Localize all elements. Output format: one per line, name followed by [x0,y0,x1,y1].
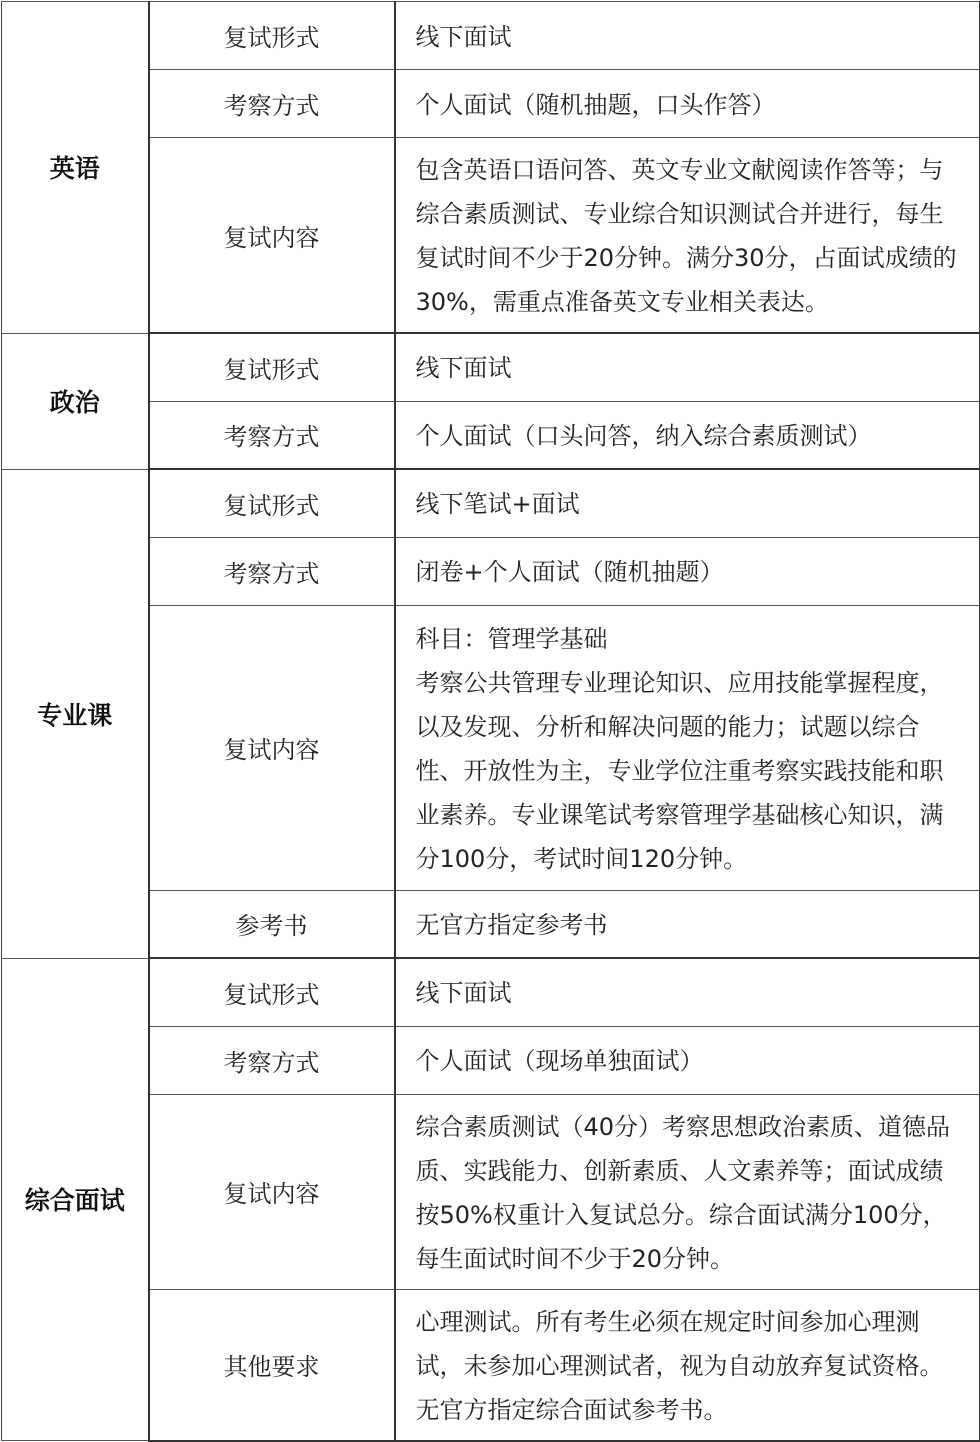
content-paragraph: 考察公共管理专业理论知识、应用技能掌握程度，以及发现、分析和解决问题的能力；试题以综合性、开放性为主，专业学位注重考察实践技能和职业素养。专业课笔试考察管理学基础核心知识，满分100分，考试时间120分钟。 [415,668,944,873]
item-content: 线下笔试+面试 [395,469,980,537]
category-cell-english: 英语 [2,2,149,334]
table-row [2,537,980,605]
table-row [2,605,980,890]
item-label: 考察方式 [149,1026,395,1094]
table-row [2,70,980,138]
item-content: 线下面试 [395,2,980,70]
item-content: 线下面试 [395,958,980,1026]
item-content: 个人面试（现场单独面试） [395,1026,980,1094]
item-label: 复试形式 [149,2,395,70]
item-label: 复试内容 [149,605,395,890]
table-row [2,1289,980,1441]
retest-requirements-table [1,1,980,1442]
table-row [2,138,980,334]
category-cell-politics: 政治 [2,333,149,469]
item-label: 复试内容 [149,1094,395,1289]
category-cell-interview: 综合面试 [2,958,149,1441]
item-label: 考察方式 [149,70,395,138]
table-row [2,333,980,401]
table-row [2,890,980,958]
item-label: 考察方式 [149,537,395,605]
table-row [2,1026,980,1094]
item-content: 个人面试（口头问答，纳入综合素质测试） [395,401,980,469]
item-label: 参考书 [149,890,395,958]
item-label: 复试形式 [149,958,395,1026]
item-content [395,605,980,890]
item-label: 复试形式 [149,333,395,401]
item-content: 包含英语口语问答、英文专业文献阅读作答等；与综合素质测试、专业综合知识测试合并进行，每生复试时间不少于20分钟。满分30分，占面试成绩的30%，需重点准备英文专业相关表达。 [395,138,980,334]
item-label: 考察方式 [149,401,395,469]
table-row [2,1094,980,1289]
table-row [2,2,980,70]
table-row [2,401,980,469]
subject-line: 科目：管理学基础 [415,624,608,653]
item-content: 线下面试 [395,333,980,401]
category-cell-major: 专业课 [2,469,149,958]
table-row [2,469,980,537]
item-content: 无官方指定参考书 [395,890,980,958]
item-label: 其他要求 [149,1289,395,1441]
item-content: 个人面试（随机抽题，口头作答） [395,70,980,138]
item-content: 闭卷+个人面试（随机抽题） [395,537,980,605]
table-row [2,958,980,1026]
item-content: 综合素质测试（40分）考察思想政治素质、道德品质、实践能力、创新素质、人文素养等；面试成绩按50%权重计入复试总分。综合面试满分100分，每生面试时间不少于20分钟。 [395,1094,980,1289]
item-label: 复试内容 [149,138,395,334]
item-label: 复试形式 [149,469,395,537]
item-content: 心理测试。所有考生必须在规定时间参加心理测试，未参加心理测试者，视为自动放弃复试资格。无官方指定综合面试参考书。 [395,1289,980,1441]
